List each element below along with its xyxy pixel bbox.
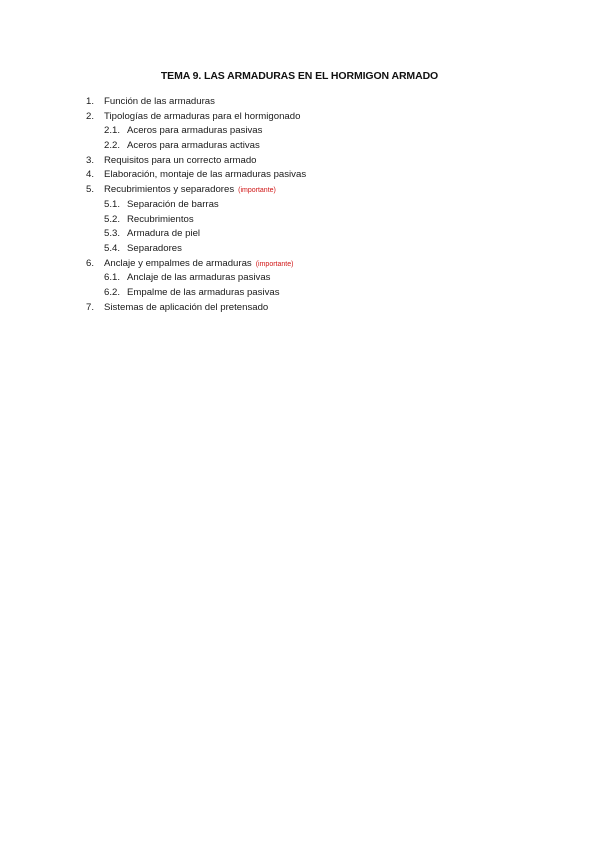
important-tag: (importante)	[238, 187, 276, 195]
toc-subitem	[86, 139, 526, 154]
toc-item	[86, 183, 526, 198]
toc-item-text: Separación de barras	[127, 198, 219, 210]
toc-item-number: 6.2.	[104, 286, 121, 298]
toc-item-text: Recubrimientos y separadores	[104, 184, 235, 196]
important-tag: (importante)	[255, 260, 294, 268]
toc-item	[86, 95, 526, 110]
toc-item-text: Anclaje de las armaduras pasivas	[127, 272, 271, 284]
toc-item	[86, 168, 526, 183]
toc-item	[86, 301, 526, 316]
toc-item-text: Empalme de las armaduras pasivas	[127, 286, 280, 298]
toc-item-number: 5.1.	[104, 198, 121, 210]
toc-item-number: 5.2.	[104, 213, 121, 225]
toc-subitem	[86, 242, 526, 257]
toc-item-text: Función de las armaduras	[104, 96, 215, 107]
toc-item-text: Separadores	[127, 242, 182, 254]
toc-item-number: 6.1.	[104, 272, 121, 284]
toc-item	[86, 110, 526, 125]
toc-item-text: Requisitos para un correcto armado	[104, 154, 257, 166]
toc-item	[86, 154, 526, 169]
toc-item-text: Tipologías de armaduras para el hormigonado	[104, 110, 301, 122]
toc-item-number: 5.	[86, 184, 95, 196]
toc-item-text: Anclaje y empalmes de armaduras	[104, 257, 252, 269]
toc-item-number: 6.	[86, 257, 95, 269]
toc-subitem	[86, 271, 526, 286]
toc-item-text: Recubrimientos	[127, 213, 194, 225]
toc-item-number: 5.3.	[104, 228, 121, 240]
toc-item-number: 5.4.	[104, 242, 121, 254]
page-title: TEMA 9. LAS ARMADURAS EN EL HORMIGON ARMADO	[160, 70, 439, 82]
toc-item-number: 7.	[86, 301, 95, 313]
toc-subitem	[86, 227, 526, 242]
toc-subitem	[86, 124, 526, 139]
toc-item-text: Sistemas de aplicación del pretensado	[104, 301, 269, 313]
toc-item-text: Aceros para armaduras pasivas	[127, 125, 263, 137]
table-of-contents	[86, 95, 526, 315]
toc-item-number: 2.	[86, 110, 95, 122]
toc-subitem	[86, 286, 526, 301]
toc-item-text: Elaboración, montaje de las armaduras pasivas	[104, 169, 307, 181]
toc-item	[86, 257, 526, 272]
toc-item-number: 2.2.	[104, 140, 121, 152]
toc-subitem	[86, 198, 526, 213]
toc-item-number: 3.	[86, 154, 95, 166]
toc-subitem	[86, 213, 526, 228]
toc-item-number: 2.1.	[104, 125, 121, 137]
toc-item-number: 4.	[86, 169, 95, 181]
toc-item-number: 1.	[86, 96, 95, 107]
toc-item-text: Armadura de piel	[127, 228, 201, 240]
toc-item-text: Aceros para armaduras activas	[127, 140, 260, 152]
